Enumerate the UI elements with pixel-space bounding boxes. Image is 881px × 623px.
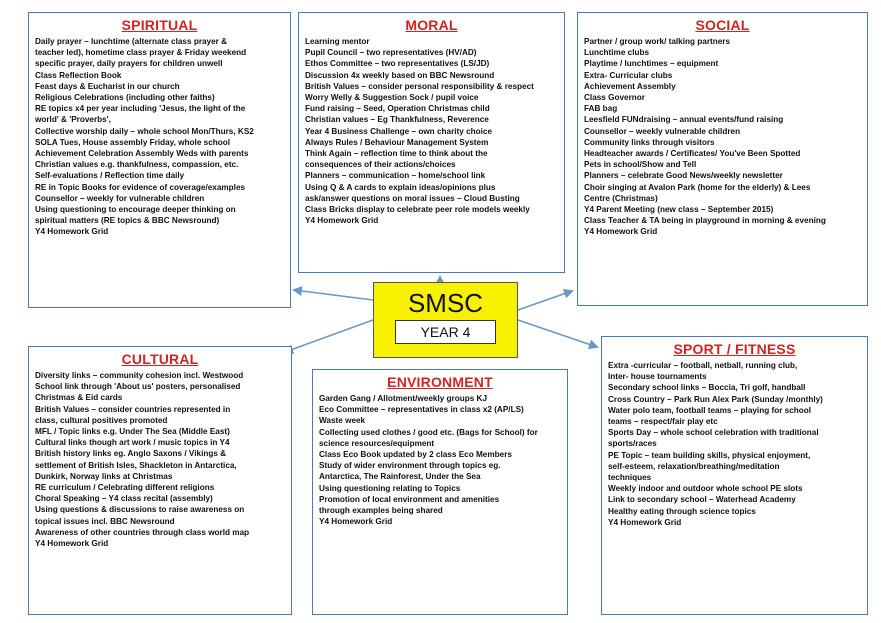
list-item: science resources/equipment <box>319 438 435 448</box>
list-item: RE curriculum / Celebrating different religions <box>35 483 215 493</box>
list-item: Study of wider environment through topics eg. <box>319 461 501 471</box>
list-item: Y4 Homework Grid <box>35 227 109 237</box>
spiritual-box <box>28 12 291 308</box>
list-item: Worry Welly & Suggestion Sock / pupil voice <box>305 93 479 103</box>
list-item: SOLA Tues, House assembly Friday, whole school <box>35 137 231 147</box>
cultural-list <box>35 370 285 549</box>
list-item: Extra -curricular – football, netball, running club, <box>608 361 798 370</box>
list-item: British Values – consider personal responsibility & respect <box>305 81 534 91</box>
list-item: Planners – communication – home/school link <box>305 171 486 181</box>
social-title: SOCIAL <box>695 17 750 33</box>
list-item: Planners – celebrate Good News/weekly newsletter <box>584 171 783 181</box>
list-item: Learning mentor <box>305 37 370 46</box>
list-item: Antarctica, The Rainforest, Under the Sea <box>319 472 481 482</box>
list-item: Leesfield FUNdraising – annual events/fund raising <box>584 115 784 125</box>
list-item: class, cultural positives promoted <box>35 415 168 425</box>
arrow-to-spiritual <box>294 290 373 300</box>
list-item: Choir singing at Avalon Park (home for the elderly) & Lees <box>584 182 811 192</box>
list-item: RE in Topic Books for evidence of coverage/examples <box>35 182 246 192</box>
social-box <box>577 12 868 306</box>
cultural-title: CULTURAL <box>121 351 199 367</box>
list-item: Healthy eating through science topics <box>608 506 756 516</box>
environment-list <box>319 393 561 527</box>
smsc-center-box <box>373 282 518 358</box>
list-item: Y4 Parent Meeting (new class – September 2015) <box>584 205 774 215</box>
arrow-to-social <box>518 291 572 310</box>
list-item: settlement of British Isles, Shackleton in Antarctica, <box>35 460 237 470</box>
list-item: Think Again – reflection time to think about the <box>305 149 488 159</box>
list-item: sports/races <box>608 439 657 449</box>
list-item: Achievement Celebration Assembly Weds with parents <box>35 149 249 159</box>
center-subtitle: YEAR 4 <box>395 320 496 344</box>
list-item: self-esteem, relaxation/breathing/meditation <box>608 461 780 471</box>
sport-title: SPORT / FITNESS <box>673 341 796 357</box>
list-item: Cultural links though art work / music topics in Y4 <box>35 438 230 448</box>
list-item: Achievement Assembly <box>584 81 676 91</box>
moral-title: MORAL <box>405 17 458 33</box>
list-item: Awareness of other countries through class world map <box>35 527 250 537</box>
list-item: Counsellor – weekly vulnerable children <box>584 126 741 136</box>
list-item: Sports Day – whole school celebration with traditional <box>608 428 819 438</box>
list-item: Weekly indoor and outdoor whole school PE slots <box>608 484 803 494</box>
list-item: Choral Speaking – Y4 class recital (assembly) <box>35 494 213 504</box>
list-item: PE Topic – team building skills, physical enjoyment, <box>608 450 811 460</box>
list-item: Headteacher awards / Certificates/ You've Been Spotted <box>584 149 801 159</box>
social-list <box>584 36 861 238</box>
list-item: Using Q & A cards to explain ideas/opinions plus <box>305 182 496 192</box>
list-item: teacher led), hometime class prayer & Friday weekend <box>35 48 247 58</box>
list-item: world' & 'Proverbs', <box>35 115 111 125</box>
list-item: FAB bag <box>584 104 618 114</box>
list-item: Class Governor <box>584 93 645 103</box>
arrow-to-cultural <box>285 320 373 352</box>
list-item: Eco Committee – representatives in class x2 (AP/LS) <box>319 405 524 415</box>
list-item: Using questioning to encourage deeper thinking on <box>35 205 236 215</box>
list-item: Pupil Council – two representatives (HV/AD) <box>305 48 477 58</box>
list-item: Religious Celebrations (including other faiths) <box>35 93 215 103</box>
list-item: Lunchtime clubs <box>584 48 650 58</box>
spiritual-list <box>35 36 284 238</box>
list-item: Garden Gang / Allotment/weekly groups KJ <box>319 394 488 403</box>
list-item: Discussion 4x weekly based on BBC Newsround <box>305 70 495 80</box>
list-item: Y4 Homework Grid <box>584 227 658 237</box>
moral-list <box>305 36 558 226</box>
sport-list <box>608 360 861 528</box>
list-item: Class Eco Book updated by 2 class Eco Members <box>319 450 512 460</box>
list-item: Fund raising – Seed, Operation Christmas child <box>305 104 490 114</box>
list-item: Diversity links – community cohesion incl. Westwood <box>35 371 244 380</box>
sport-box <box>601 336 868 615</box>
list-item: Collective worship daily – whole school Mon/Thurs, KS2 <box>35 126 254 136</box>
list-item: Water polo team, football teams – playing for school <box>608 405 812 415</box>
list-item: Secondary school links – Boccia, Tri golf, handball <box>608 383 806 393</box>
list-item: Partner / group work/ talking partners <box>584 37 731 46</box>
list-item: Christmas & Eid cards <box>35 393 123 403</box>
list-item: Dunkirk, Norway links at Christmas <box>35 471 173 481</box>
list-item: techniques <box>608 473 652 483</box>
list-item: Y4 Homework Grid <box>305 216 379 226</box>
list-item: School link through 'About us' posters, personalised <box>35 382 241 392</box>
list-item: Using questions & discussions to raise awareness on <box>35 505 245 515</box>
list-item: Daily prayer – lunchtime (alternate class prayer & <box>35 37 228 46</box>
list-item: Centre (Christmas) <box>584 193 658 203</box>
environment-box <box>312 369 568 615</box>
list-item: Class Teacher & TA being in playground in morning & evening <box>584 216 826 226</box>
list-item: British Values – consider countries represented in <box>35 404 231 414</box>
spiritual-title: SPIRITUAL <box>121 17 198 33</box>
list-item: Y4 Homework Grid <box>35 539 109 549</box>
list-item: Extra- Curricular clubs <box>584 70 673 80</box>
center-title: SMSC <box>407 288 484 318</box>
list-item: Feast days & Eucharist in our church <box>35 81 180 91</box>
list-item: Cross Country – Park Run Alex Park (Sunday /monthly) <box>608 394 823 404</box>
list-item: Counsellor – weekly for vulnerable children <box>35 193 205 203</box>
moral-box <box>298 12 565 273</box>
list-item: Y4 Homework Grid <box>319 517 393 527</box>
list-item: ask/answer questions on moral issues – Cloud Busting <box>305 193 520 203</box>
list-item: Ethos Committee – two representatives (LS/JD) <box>305 59 490 69</box>
list-item: through examples being shared <box>319 506 443 516</box>
list-item: RE topics x4 per year including 'Jesus, the light of the <box>35 104 246 114</box>
list-item: Year 4 Business Challenge – own charity choice <box>305 126 493 136</box>
list-item: Pets in school/Show and Tell <box>584 160 697 170</box>
cultural-box <box>28 346 292 615</box>
list-item: topical issues incl. BBC Newsround <box>35 516 175 526</box>
list-item: Waste week <box>319 416 366 426</box>
list-item: Y4 Homework Grid <box>608 517 682 527</box>
list-item: consequences of their actions/choices <box>305 160 456 170</box>
list-item: Collecting used clothes / good etc. (Bags for School) for <box>319 427 538 437</box>
list-item: Link to secondary school – Waterhead Academy <box>608 495 796 505</box>
list-item: Christian values e.g. thankfulness, compassion, etc. <box>35 160 239 170</box>
arrow-to-sport <box>518 320 597 347</box>
list-item: Self-evaluations / Reflection time daily <box>35 171 185 181</box>
list-item: British history links eg. Anglo Saxons / Vikings & <box>35 449 227 459</box>
list-item: teams – respect/fair play etc <box>608 417 718 427</box>
list-item: Playtime / lunchtimes – equipment <box>584 59 719 69</box>
list-item: Class Reflection Book <box>35 70 122 80</box>
list-item: Class Bricks display to celebrate peer role models weekly <box>305 205 530 215</box>
list-item: specific prayer, daily prayers for children unwell <box>35 59 223 69</box>
list-item: spiritual matters (RE topics & BBC Newsround) <box>35 216 220 226</box>
list-item: Christian values – Eg Thankfulness, Reverence <box>305 115 489 125</box>
environment-title: ENVIRONMENT <box>387 374 493 390</box>
list-item: Community links through visitors <box>584 137 715 147</box>
list-item: Using questioning relating to Topics <box>319 483 461 493</box>
list-item: Always Rules / Behaviour Management System <box>305 137 489 147</box>
list-item: Promotion of local environment and amenities <box>319 494 500 504</box>
list-item: MFL / Topic links e.g. Under The Sea (Middle East) <box>35 427 230 437</box>
list-item: Inter- house tournaments <box>608 372 707 382</box>
